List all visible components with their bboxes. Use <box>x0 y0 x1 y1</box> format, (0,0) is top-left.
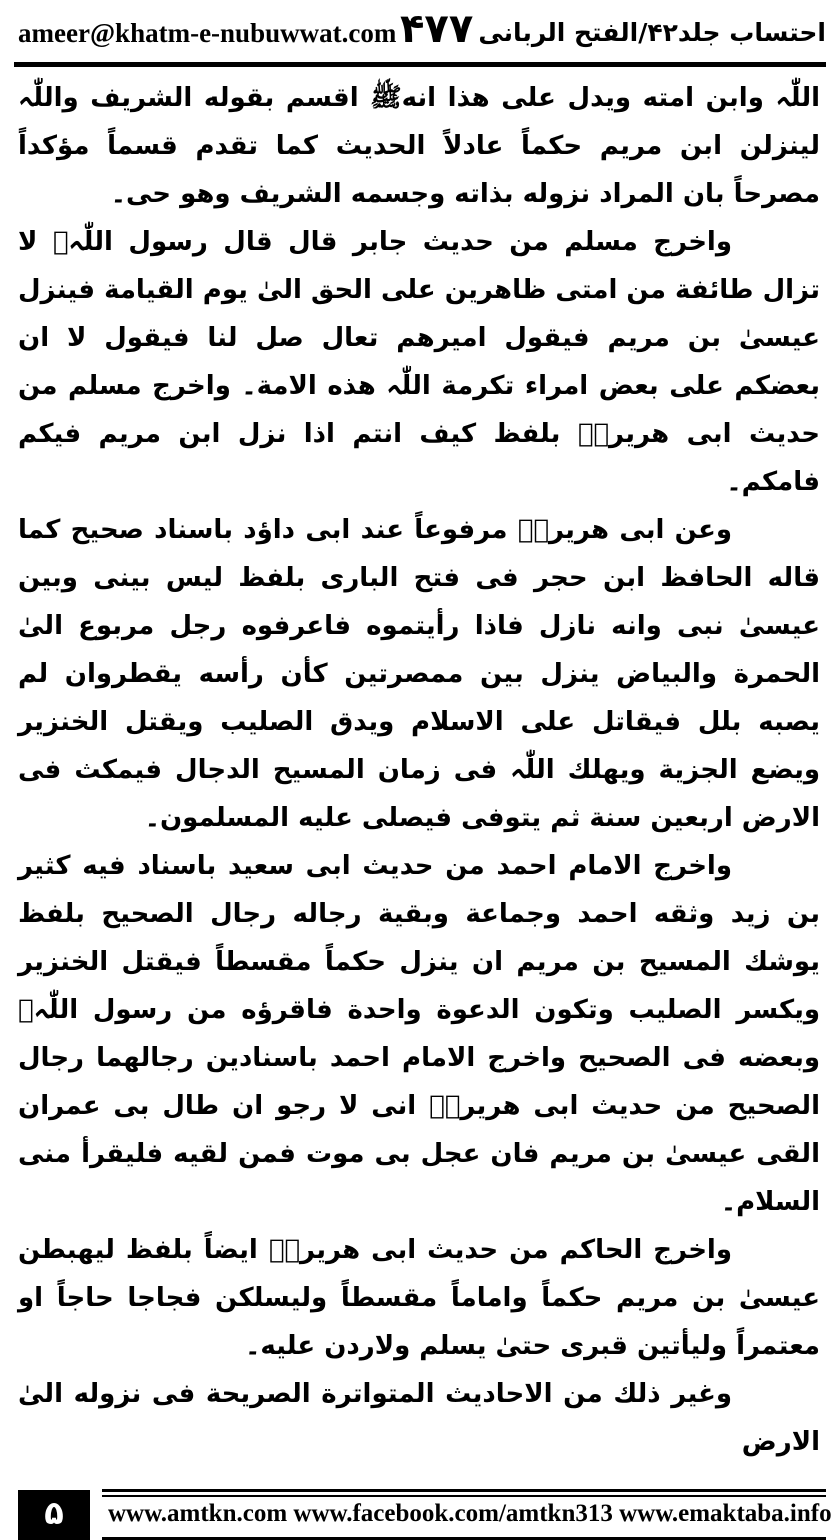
footer-websites: www.amtkn.com www.facebook.com/amtkn313 www.emaktaba.info <box>108 1500 832 1527</box>
paragraph-3: وعن ابی هریرہؓ مرفوعاً عند ابی داؤد باسناد صحیح کما قاله الحافظ ابن حجر فی فتح الباری بلفظ لیس بینی وبین عیسیٰ نبی وانه نازل فاذا رأیتموه فاعرفوه رجل مربوع الیٰ الحمرة والبیاض ینزل بین ممصرتین کأن رأسه یقطروان لم یصبه بلل فیقاتل علی الاسلام ویدق الصلیب ویقتل الخنزیر ویضع الجزیة ویهلك اللّٰہ فی زمان المسیح الدجال فیمکث فی الارض اربعین سنة ثم یتوفی فیصلی علیه المسلمون۔ <box>18 515 820 833</box>
document-body <box>18 74 820 1466</box>
header-rule <box>14 62 826 67</box>
header-page-number: ۴۷۷ <box>400 6 474 52</box>
paragraph-4: واخرج الامام احمد من حدیث ابی سعید باسناد فیه کثیر بن زید وثقه احمد وجماعة وبقیة رجاله رجال الصحیح بلفظ یوشك المسیح بن مریم ان ینزل حکماً مقسطاً فیقتل الخنزیر ویکسر الصلیب وتکون الدعوة واحدة فاقرؤه من رسول اللّٰہﷺ وبعضه فی الصحیح واخرج الامام احمد باسنادین رجالهما رجال الصحیح من حدیث ابی هریرہؓ انی لا رجو ان طال بی عمران القی عیسیٰ بن مریم فان عجل بی موت فمن لقیه فلیقرأ منی السلام۔ <box>18 851 820 1217</box>
paragraph-1: اللّٰہ وابن امته ویدل علی هذا انهﷺ اقسم بقوله الشریف واللّٰہ لینزلن ابن مریم حکماً عادلاً الحدیث کما تقدم قسماً مؤکداً مصرحاً بان المراد نزوله بذاته وجسمه الشریف وهو حی۔ <box>18 83 820 209</box>
header-book-title: احتساب جلد۴۲/الفتح الربانی <box>478 18 826 47</box>
paragraph-6: وغیر ذلك من الاحادیث المتواترة الصریحة فی نزوله الیٰ الارض <box>18 1379 820 1457</box>
paragraph-2: واخرج مسلم من حدیث جابر قال قال رسول اللّٰہﷺ لا تزال طائفة من امتی ظاهرین علی الحق الیٰ یوم القیامة فینزل عیسیٰ بن مریم فیقول امیرهم تعال صل لنا فیقول لا ان بعضکم علی بعض امراء تکرمة اللّٰہ هذه الامة۔ واخرج مسلم من حدیث ابی هریرہؓ بلفظ کیف انتم اذا نزل ابن مریم فیکم فامکم۔ <box>18 227 820 497</box>
header-email: ameer@khatm-e-nubuwwat.com <box>18 18 397 48</box>
page-header <box>18 6 826 60</box>
footer-rule-top-thin <box>102 1495 826 1497</box>
footer-page-badge: ۵ <box>18 1490 90 1540</box>
paragraph-5: واخرج الحاکم من حدیث ابی هریرہؓ ایضاً بلفظ لیهبطن عیسیٰ بن مریم حکماً واماماً مقسطاً ولیسلکن فجاجا حاجاً او معتمراً ولیأتین قبری حتیٰ یسلم ولاردن علیه۔ <box>18 1235 820 1361</box>
footer-rule-top <box>102 1489 826 1492</box>
